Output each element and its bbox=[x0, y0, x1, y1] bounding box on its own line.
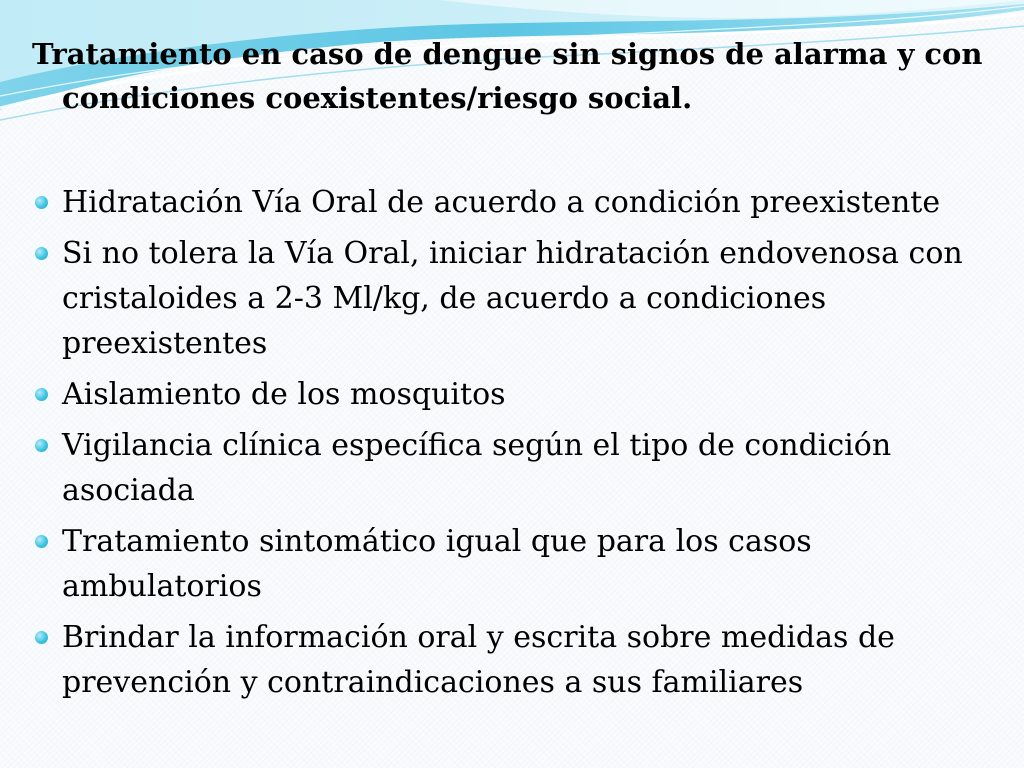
list-item bbox=[32, 372, 1007, 417]
slide-title: Tratamiento en caso de dengue sin signos de alarma y con condiciones coexistentes/riesgo social. bbox=[32, 37, 983, 115]
list-item bbox=[32, 180, 1007, 225]
bullet-text: Tratamiento sintomático igual que para los casos ambulatorios bbox=[62, 524, 812, 604]
bullet-icon bbox=[35, 196, 48, 209]
bullet-text: Vigilancia clínica específica según el tipo de condición asociada bbox=[62, 428, 892, 508]
bullet-text: Aislamiento de los mosquitos bbox=[62, 377, 506, 412]
bullet-icon bbox=[35, 631, 48, 644]
bullet-list bbox=[32, 180, 1007, 711]
list-item bbox=[32, 519, 1007, 609]
list-item bbox=[32, 615, 1007, 705]
bullet-icon bbox=[35, 439, 48, 452]
bullet-icon bbox=[35, 535, 48, 548]
list-item bbox=[32, 423, 1007, 513]
bullet-icon bbox=[35, 247, 48, 260]
bullet-text: Si no tolera la Vía Oral, iniciar hidratación endovenosa con cristaloides a 2-3 Ml/kg, de acuerdo a condiciones preexistentes bbox=[62, 236, 963, 361]
bullet-text: Hidratación Vía Oral de acuerdo a condición preexistente bbox=[62, 185, 941, 220]
bullet-icon bbox=[35, 388, 48, 401]
bullet-text: Brindar la información oral y escrita sobre medidas de prevención y contraindicaciones a sus familiares bbox=[62, 620, 895, 700]
list-item bbox=[32, 231, 1007, 366]
